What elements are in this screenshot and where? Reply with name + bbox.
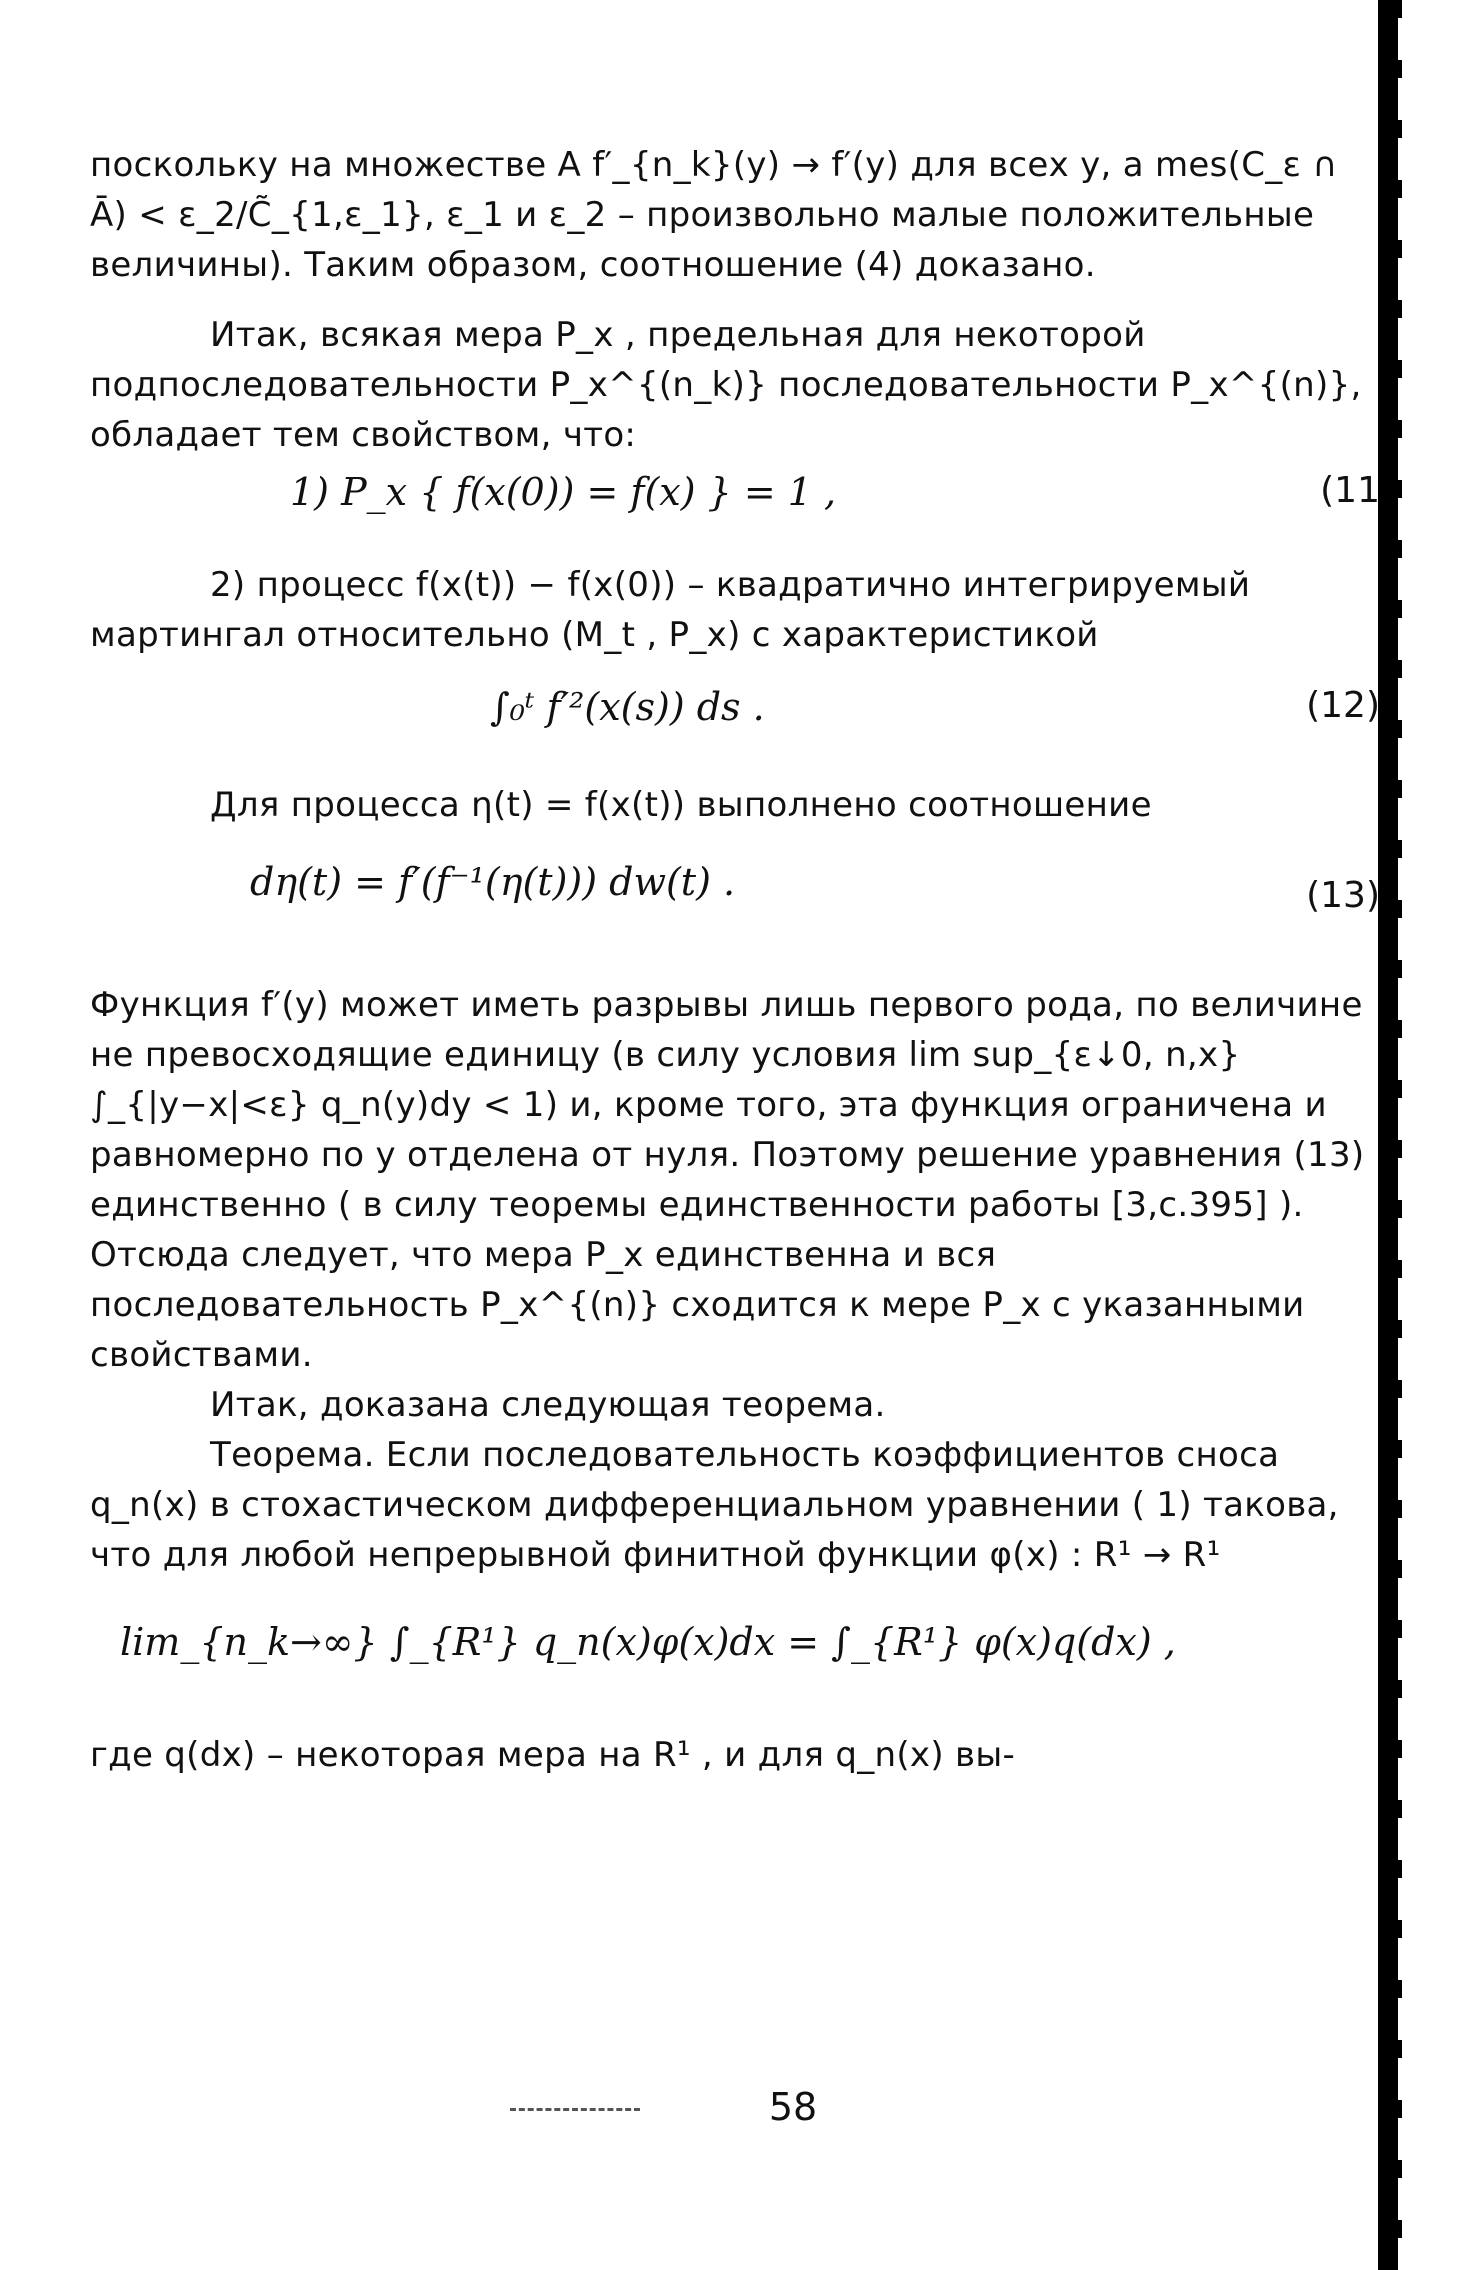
equation-12-formula: ∫₀ᵗ f′²(x(s)) ds .	[490, 685, 765, 729]
page-content	[90, 140, 1380, 1780]
scan-page-edge-marks	[1398, 0, 1402, 2270]
paragraph-5: Функция f′(y) может иметь разрывы лишь первого рода, по величине не превосходящие единицу (в силу условия lim sup_{ε↓0, n,x} ∫_{|y−x|<ε} q_n(y)dy < 1) и, кроме того, эта функция ограничена и равномерно по y отделена от нуля. Поэтому решение уравнения (13) единственно ( в силу теоремы единственности работы [3,с.395] ). Отсюда следует, что мера P_x единственна и вся последовательность P_x^{(n)} сходится к мере P_x с указанными свойствами.	[90, 985, 1365, 1375]
equation-12-number: (12)	[1306, 685, 1380, 726]
scan-page-edge	[1378, 0, 1398, 2270]
paragraph-8: где q(dx) – некоторая мера на R¹ , и для q_n(x) вы-	[90, 1735, 1016, 1775]
equation-11	[90, 460, 1380, 540]
equation-13-formula: dη(t) = f′(f⁻¹(η(t))) dw(t) .	[250, 860, 736, 904]
paragraph-1: поскольку на множестве A f′_{n_k}(y) → f′(y) для всех y, а mes(C_ε ∩ Ā) < ε_2/C̃_{1,ε_1}, ε_1 и ε_2 – произвольно малые положительные величины). Таким образом, соотношение (4) доказано.	[90, 145, 1338, 285]
page-number: 58	[768, 2085, 818, 2129]
equation-11-formula: 1) P_x { f(x(0)) = f(x) } = 1 ,	[290, 470, 837, 514]
equation-12	[90, 660, 1380, 760]
equation-limit	[90, 1580, 1380, 1710]
page-footer	[0, 2085, 1466, 2129]
paragraph-2: Итак, всякая мера P_x , предельная для некоторой подпоследовательности P_x^{(n_k)} последовательности P_x^{(n)}, обладает тем свойством, что:	[90, 315, 1362, 455]
equation-13	[90, 830, 1380, 940]
equation-11-number: (11	[1320, 470, 1380, 511]
paragraph-4: Для процесса η(t) = f(x(t)) выполнено соотношение	[210, 785, 1152, 825]
equation-limit-formula: lim_{n_k→∞} ∫_{R¹} q_n(x)φ(x)dx = ∫_{R¹} φ(x)q(dx) ,	[120, 1620, 1176, 1664]
paragraph-7: Теорема. Если последовательность коэффициентов сноса q_n(x) в стохастическом дифференциальном уравнении ( 1) такова, что для любой непрерывной финитной функции φ(x) : R¹ → R¹	[90, 1435, 1339, 1575]
paragraph-3: 2) процесс f(x(t)) − f(x(0)) – квадратично интегрируемый мартингал относительно (M_t , P_x) с характеристикой	[90, 565, 1251, 655]
equation-13-number: (13)	[1306, 875, 1380, 916]
paragraph-6: Итак, доказана следующая теорема.	[210, 1385, 886, 1425]
